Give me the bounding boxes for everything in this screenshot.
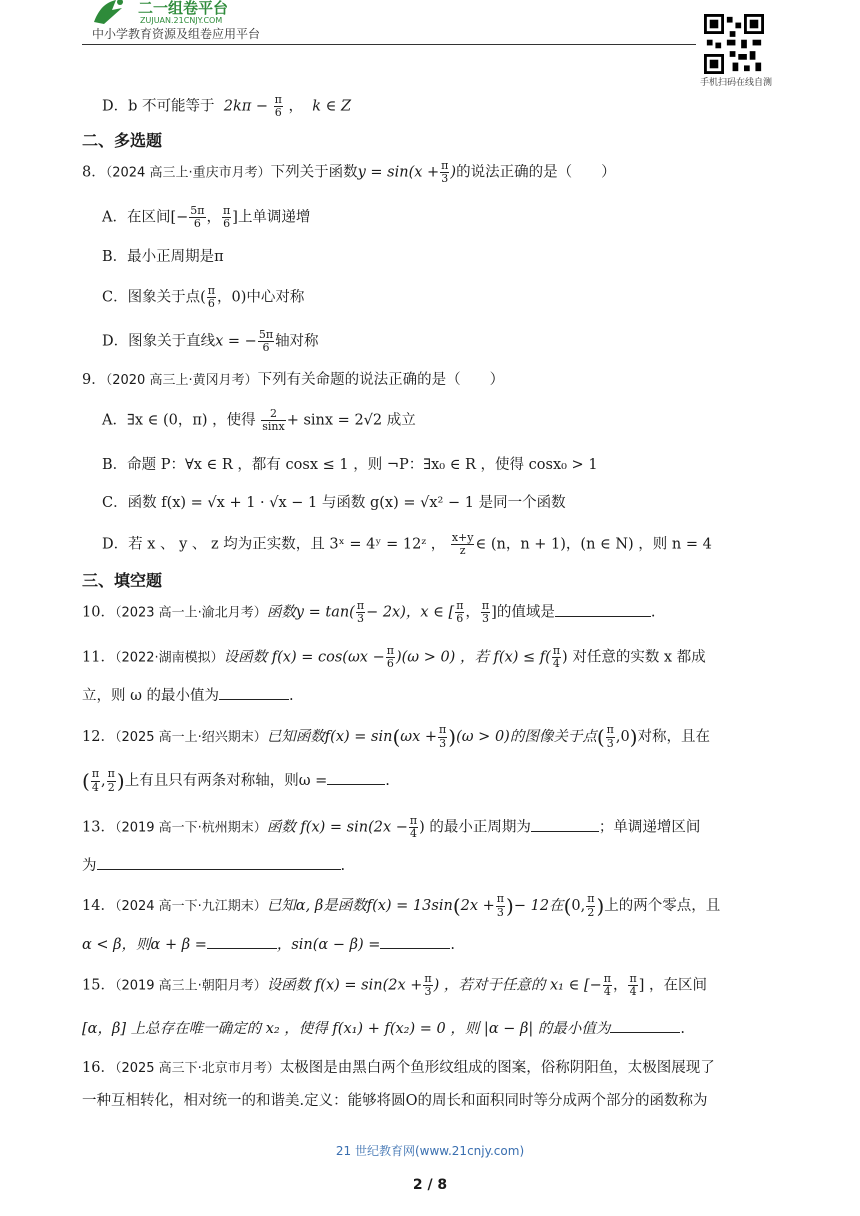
q9-option-d: D．若 x 、 y 、 z 均为正实数，且 3ˣ = 4ʸ = 12ᶻ ， $\frac{x+y}{z}$ ∈ (n，n + 1)，(n ∈ N) ，则 n = 4	[102, 531, 712, 558]
qr-caption: 手机扫码在线自测	[700, 78, 773, 88]
q9-option-c: C．函数 f(x) = √x + 1 · √x − 1 与函数 g(x) = √x² − 1 是同一个函数	[102, 495, 566, 511]
section-fill-blank: 三、填空题	[82, 571, 163, 590]
page-number: 2 / 8	[412, 1177, 448, 1193]
answer-blank[interactable]	[219, 687, 289, 700]
q8-option-b: B．最小正周期是π	[102, 249, 224, 265]
qr-code-icon[interactable]	[704, 14, 764, 74]
svg-text:ZUJUAN.21CNJY.COM: ZUJUAN.21CNJY.COM	[140, 16, 223, 25]
header-subtitle: 中小学教育资源及组卷应用平台	[92, 27, 261, 41]
question-11: 11．（2022·湖南模拟）设函数 f(x) = cos(ωx − $\frac{\pi}{6}$ )(ω > 0) ，若 f(x) ≤ f( $\frac{\pi}{4}$ ) 对任意的实数 x 都成	[82, 644, 706, 671]
q9-option-a: A．∃x ∈ (0，π) ，使得 $\frac{2}{\sin x}$ + sinx = 2√2 成立	[102, 407, 416, 434]
q8-option-c: C．图象关于点( $\frac{\pi}{6}$ ，0)中心对称	[102, 284, 305, 311]
question-11-line2: 立，则 ω 的最小值为 .	[82, 688, 294, 704]
answer-blank[interactable]	[555, 604, 651, 617]
answer-blank[interactable]	[207, 936, 277, 949]
answer-blank[interactable]	[380, 936, 450, 949]
q8-option-d: D．图象关于直线x = − $\frac{5\pi}{6}$ 轴对称	[102, 328, 319, 355]
question-14-line2: α < β，则α + β = ，sin(α − β) = .	[82, 937, 455, 953]
question-10: 10．（2023 高一上·渝北月考）函数y = tan( $\frac{\pi}{3}$ − 2x)，x ∈ [ $\frac{\pi}{6}$ ， $\frac{\pi}{3}$ ]的值域是 .	[82, 599, 656, 626]
q7-option-d: D．b 不可能等于 2kπ − $\frac{\pi}{6}$ ， k ∈ Z	[102, 93, 352, 120]
question-16-line2: 一种互相转化，相对统一的和谐美.定义：能够将圆O的周长和面积同时等分成两个部分的函数称为	[82, 1093, 708, 1109]
page-header	[82, 0, 696, 45]
question-13: 13．（2019 高一下·杭州期末）函数 f(x) = sin(2x − $\frac{\pi}{4}$ ) 的最小正周期为 ；单调递增区间	[82, 814, 701, 841]
answer-blank[interactable]	[97, 857, 341, 870]
question-13-line2: 为 .	[82, 858, 346, 874]
question-9: 9．（2020 高三上·黄冈月考）下列有关命题的说法正确的是（ ）	[82, 372, 505, 388]
answer-blank[interactable]	[327, 772, 385, 785]
question-15: 15．（2019 高三上·朝阳月考）设函数 f(x) = sin(2x + $\frac{\pi}{3}$ ) ，若对于任意的 x₁ ∈ [− $\frac{\pi}{4}$ ， $\frac{\pi}{4}$ ] ，在区间	[82, 972, 707, 999]
footer-site-link[interactable]: 21 世纪教育网(www.21cnjy.com)	[335, 1144, 525, 1158]
answer-blank[interactable]	[531, 819, 599, 832]
question-15-line2: [α，β] 上总存在唯一确定的 x₂ ，使得 f(x₁) + f(x₂) = 0 ，则 |α − β| 的最小值为 .	[82, 1021, 685, 1037]
section-multi-choice: 二、多选题	[82, 131, 163, 150]
q8-option-a: A．在区间[− $\frac{5\pi}{6}$ ， $\frac{\pi}{6}$ ]上单调递增	[102, 204, 311, 231]
fraction: $\frac{\pi}{6}$	[274, 93, 282, 120]
answer-blank[interactable]	[610, 1020, 680, 1033]
svg-text:二一组卷平台: 二一组卷平台	[138, 0, 229, 17]
question-8: 8．（2024 高三上·重庆市月考）下列关于函数y = sin(x + $\frac{\pi}{3}$ )的说法正确的是（ ）	[82, 159, 616, 186]
q9-option-b: B．命题 P：∀x ∈ R ，都有 cosx ≤ 1 ，则 ¬P：∃x₀ ∈ R ，使得 cosx₀ > 1	[102, 457, 598, 473]
site-logo	[86, 0, 276, 26]
question-12: 12．（2025 高一上·绍兴期末）已知函数f(x) = sin(ωx + $\frac{\pi}{3}$ )(ω > 0)的图像关于点( $\frac{\pi}{3}$ ,0)对称，且在	[82, 723, 711, 750]
question-16: 16．（2025 高三下·北京市月考）太极图是由黑白两个鱼形纹组成的图案，俗称阴阳鱼，太极图展现了	[82, 1060, 715, 1076]
question-12-line2: ( $\frac{\pi}{4}$ , $\frac{\pi}{2}$ )上有且只有两条对称轴，则ω = .	[82, 767, 390, 794]
question-14: 14．（2024 高一下·九江期末）已知α, β是函数f(x) = 13sin(2x + $\frac{\pi}{3}$ )− 12在(0, $\frac{\pi}{2}$ )上的两个零点，且	[82, 892, 721, 919]
